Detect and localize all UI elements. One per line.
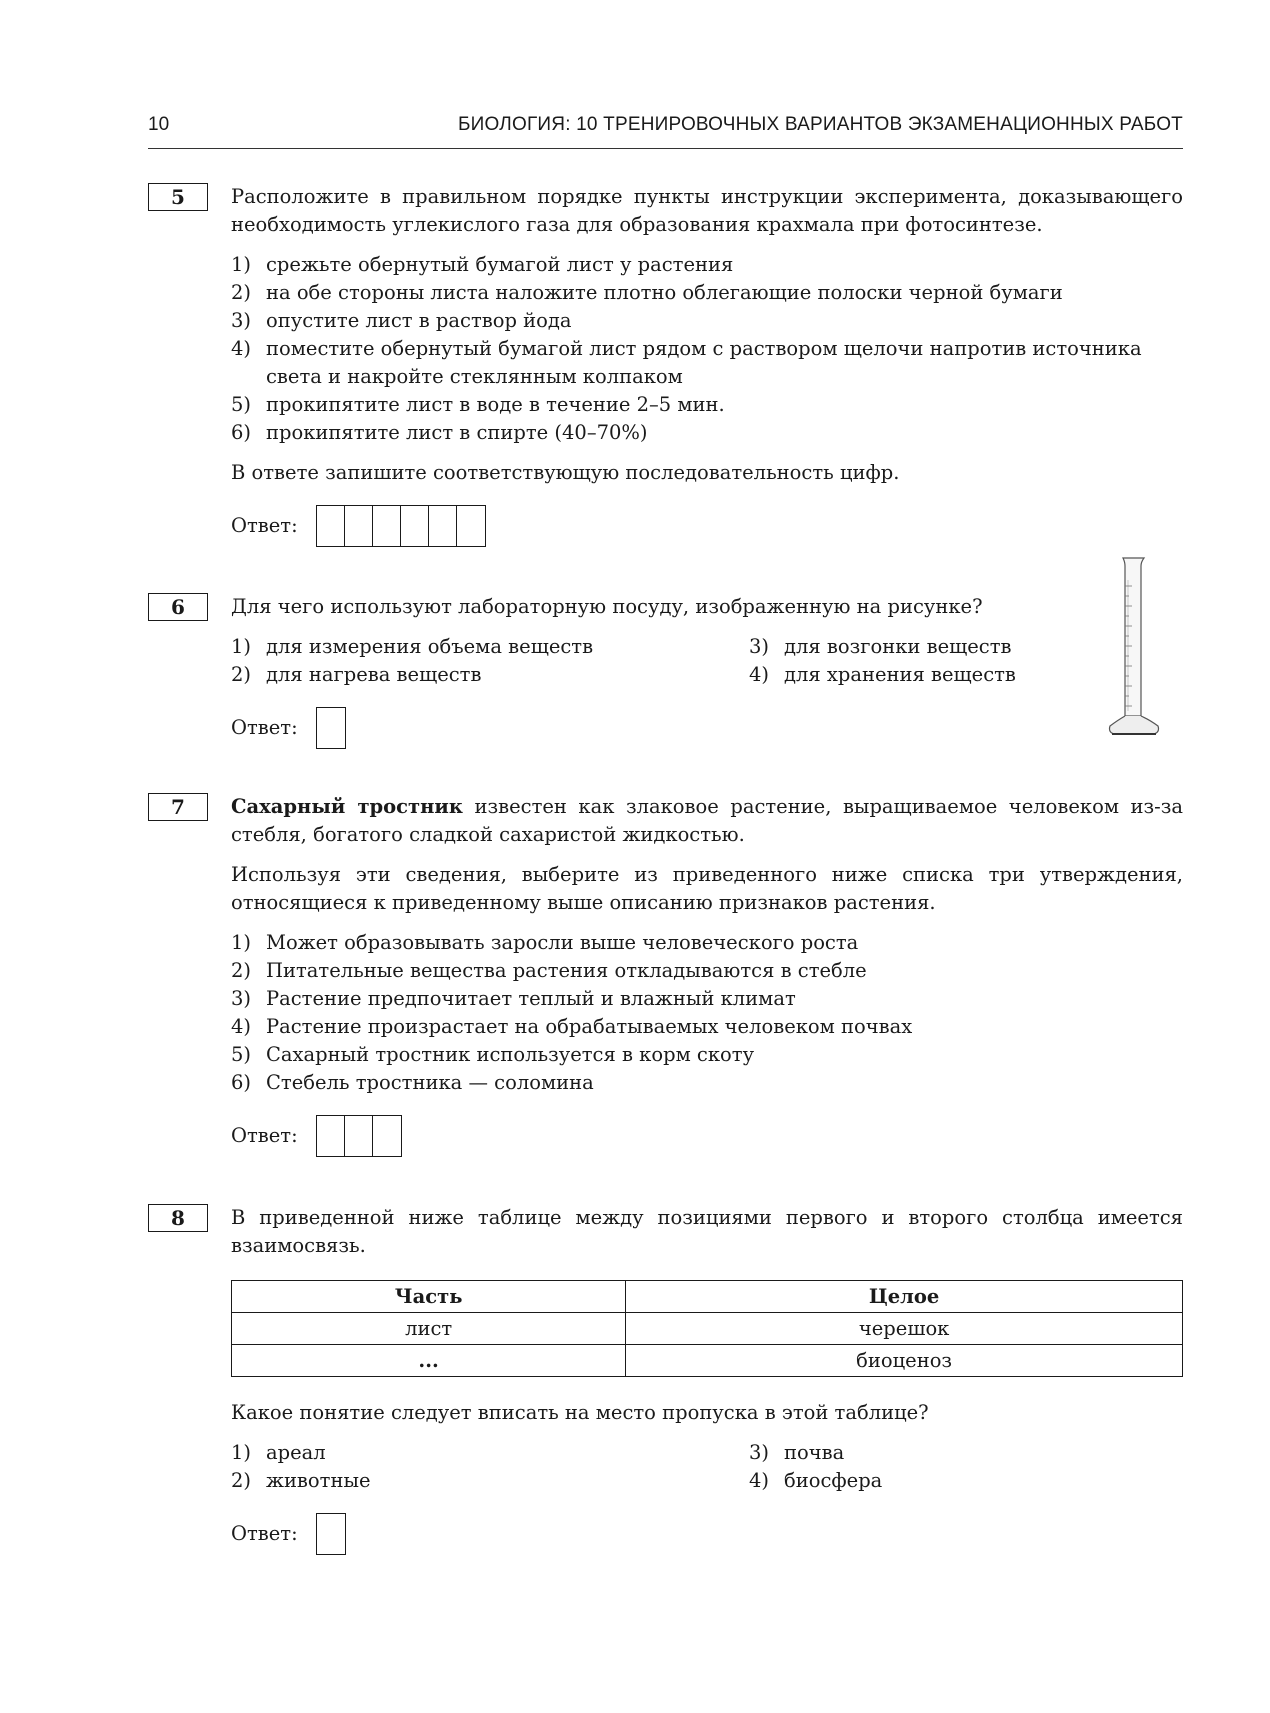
option-grid [231,1439,1183,1495]
option-item: 1) для измерения объема веществ [231,635,594,658]
option-item: 1) ареал [231,1441,326,1464]
answer-cell[interactable] [317,1116,345,1156]
answer-row [231,707,1183,749]
table-header-whole: Целое [626,1281,1183,1313]
task-number: 8 [148,1204,208,1232]
option-item: 4) биосфера [749,1469,883,1492]
intro-text: известен как злаковое растение, выращиваемое человеком из-за стебля, богатого сладкой сахаристой жидкостью. [231,795,1183,846]
answer-cell[interactable] [401,506,429,546]
option-item: 6) Стебель тростника — соломина [231,1071,594,1094]
answer-cell[interactable] [345,506,373,546]
task-number: 5 [148,183,208,211]
option-item: 2) для нагрева веществ [231,663,482,686]
option-item: 2) Питательные вещества растения откладываются в стебле [231,959,867,982]
task-intro [231,793,1183,849]
answer-boxes [316,1513,346,1555]
answer-cell[interactable] [429,506,457,546]
answer-cell[interactable] [317,506,345,546]
option-item: 5) Сахарный тростник используется в корм скоту [231,1043,755,1066]
relation-table [231,1280,1183,1377]
task-number: 6 [148,593,208,621]
option-list [231,929,1183,1097]
option-item: 3) Растение предпочитает теплый и влажный климат [231,987,796,1010]
task-question: В приведенной ниже таблице между позициями первого и второго столбца имеется взаимосвязь. [231,1206,1183,1257]
answer-row [231,1115,1183,1157]
option-item: 6) прокипятите лист в спирте (40–70%) [231,421,648,444]
table-cell: лист [232,1313,626,1345]
option-item: 4) поместите обернутый бумагой лист рядом с раствором щелочи напротив источника света и накройте стеклянным колпаком [231,337,1142,388]
graduated-cylinder-icon [1104,556,1164,746]
answer-label: Ответ: [231,1522,298,1545]
answer-label: Ответ: [231,514,298,537]
book-title: БИОЛОГИЯ: 10 ТРЕНИРОВОЧНЫХ ВАРИАНТОВ ЭКЗАМЕНАЦИОННЫХ РАБОТ [458,114,1183,135]
task-instruction: В ответе запишите соответствующую последовательность цифр. [231,461,900,484]
option-list [231,251,1183,447]
task-question: Для чего используют лабораторную посуду, изображенную на рисунке? [231,595,983,618]
table-row [232,1313,1183,1345]
answer-boxes [316,505,486,547]
answer-cell[interactable] [373,506,401,546]
option-item: 4) Растение произрастает на обрабатываемых человеком почвах [231,1015,913,1038]
answer-cell[interactable] [457,506,485,546]
answer-row [231,505,1183,547]
answer-cell[interactable] [373,1116,401,1156]
table-cell: биоценоз [626,1345,1183,1377]
option-item: 5) прокипятите лист в воде в течение 2–5 мин. [231,393,725,416]
answer-cell[interactable] [317,708,345,748]
option-item: 1) срежьте обернутый бумагой лист у растения [231,253,734,276]
table-cell-blank: ... [232,1345,626,1377]
table-cell: черешок [626,1313,1183,1345]
task-body [231,1204,1183,1555]
task-body [231,593,1183,749]
answer-cell[interactable] [317,1514,345,1554]
option-item: 3) почва [749,1441,845,1464]
option-item: 4) для хранения веществ [749,663,1016,686]
task-question: Расположите в правильном порядке пункты инструкции эксперимента, доказывающего необходимость углекислого газа для образования крахмала при фотосинтезе. [231,185,1183,236]
answer-label: Ответ: [231,716,298,739]
option-item: 2) на обе стороны листа наложите плотно облегающие полоски черной бумаги [231,281,1063,304]
option-item: 2) животные [231,1469,371,1492]
option-item: 1) Может образовывать заросли выше человеческого роста [231,931,859,954]
task-question-2: Какое понятие следует вписать на место пропуска в этой таблице? [231,1401,929,1424]
intro-term: Сахарный тростник [231,795,463,818]
option-item: 3) для возгонки веществ [749,635,1012,658]
task-body [231,793,1183,1157]
option-item: 3) опустите лист в раствор йода [231,309,572,332]
option-grid [231,633,1183,689]
answer-cell[interactable] [345,1116,373,1156]
task-number: 7 [148,793,208,821]
answer-label: Ответ: [231,1124,298,1147]
table-row [232,1345,1183,1377]
table-header-part: Часть [232,1281,626,1313]
task-question: Используя эти сведения, выберите из приведенного ниже списка три утверждения, относящиеся к приведенному выше описанию признаков растения. [231,863,1183,914]
page-header [148,110,1183,149]
answer-boxes [316,1115,402,1157]
page-number: 10 [148,114,170,135]
task-body [231,183,1183,547]
answer-boxes [316,707,346,749]
answer-row [231,1513,1183,1555]
